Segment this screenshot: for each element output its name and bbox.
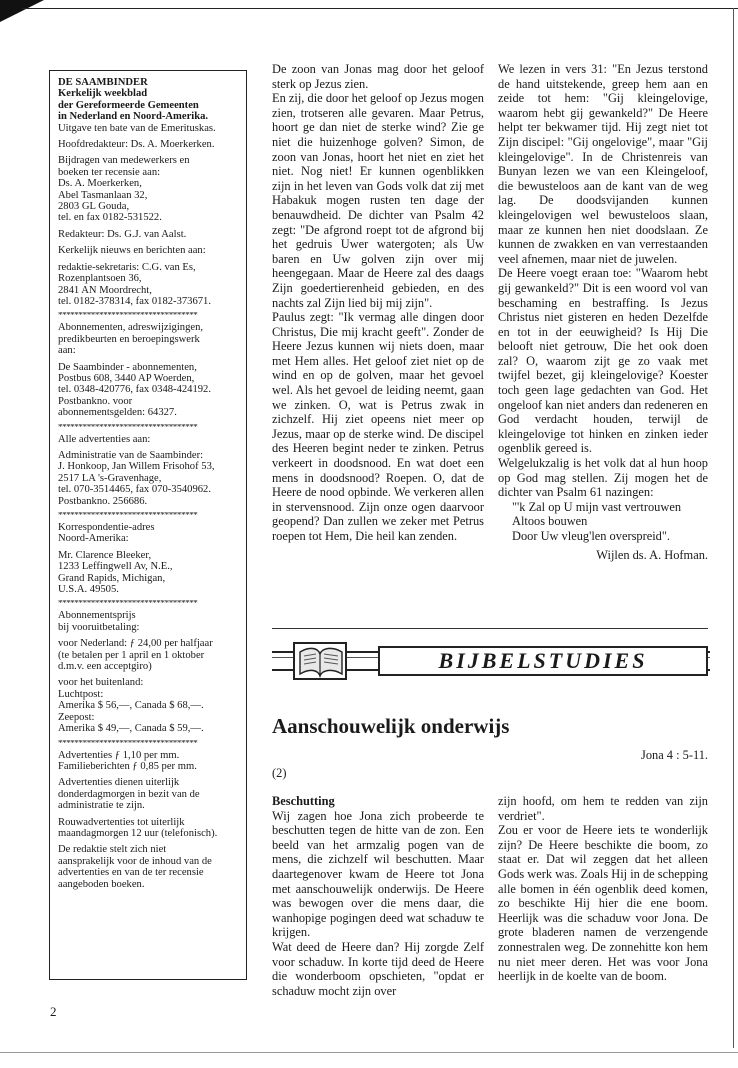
colophon-line: 2803 GL Gouda, — [58, 201, 130, 213]
colophon-line: donderdagmorgen in bezit van de — [58, 788, 200, 800]
top-rule — [22, 8, 738, 9]
colophon-paragraph — [58, 245, 238, 256]
colophon-line: aangeboden boeken. — [58, 878, 145, 890]
colophon-line: voor het buitenland: — [58, 677, 144, 689]
poem-line: "'k Zal op U mijn vast vertrouwen — [512, 499, 682, 514]
colophon-paragraph — [58, 677, 238, 734]
article-title: Aanschouwelijk onderwijs — [272, 714, 510, 738]
colophon-line: administratie te zijn. — [58, 800, 145, 812]
open-book-icon — [288, 640, 352, 682]
colophon-paragraph — [58, 155, 238, 223]
colophon-box — [49, 70, 247, 980]
colophon-line: voor Nederland: ƒ 24,00 per halfjaar — [58, 638, 213, 650]
article-paragraph: Zou er voor de Heere iets te wonderlijk zijn? De Heere beschikte die boom, zo staat er. Dat wil zeggen dat het alleen Gods werk was. Zoals Hij in de schepping alle bomen in één ogenblik deed komen, zo beschikte Hij hier die ene boom. Heerlijk was die schaduw voor Jona. De grote bladeren namen de verzengende zonnestralen weg. De zonnehitte kon hem nu niet meer deren. Het was voor Jona heerlijk in de koelte van de boom. — [498, 823, 708, 984]
banner-label: BIJBELSTUDIES — [438, 648, 648, 673]
colophon-line: advertenties en van de ter recensie — [58, 867, 204, 879]
article-paragraph: En zij, die door het geloof op Jezus mogen zien, trotseren alle gevaren. Maar Petrus, hoort ge dan niet de sterke wind? Zie ge niet die huizenhoge golven? Simon, de zoon van Jonas, hoort het niet en ziet het niet. Nog niet! Er kunnen ogenblikken zijn in het leven van Gods volk dat zij met Habakuk mogen rusten ten dage der benauwdheid. De dichter van Psalm 42 zegt: "De afgrond roept tot de afgrond bij het gedruis Uwer watergoten; als Uw baren en Uw golven zijn over mij heengegaan. Maar de Heere zal des daags Zijn goedertierenheid gebieden, en des nachts zal Zijn lied bij mij zijn". — [272, 91, 484, 310]
colophon-heading-line: Kerkelijk weekblad — [58, 88, 148, 100]
article1-column-1 — [272, 62, 484, 544]
colophon-line: Abel Tasmanlaan 32, — [58, 189, 148, 201]
colophon-paragraph — [58, 450, 238, 507]
article-paragraph: De Heere voegt eraan toe: "Waarom hebt gij gewankeld?" Dit is een woord vol van beschaming en bestraffing. Is Jezus Christus niet gisteren en heden Dezelfde en tot in der eeuwigheid? Is Hij Die belooft niet getrouw, Die het ook doen zal? O, waarom zijt ge zo vaak met twijfel bezet, gij kleingelovige? Koester toch geen lage gedachten van God. Het ongeloof kan niet anders dan redeneren en God verdacht houden, terwijl de kleingelovige tot hinken en zinken ieder ogenblik gereed is. — [498, 266, 708, 456]
author-signature: Wijlen ds. A. Hofman. — [596, 547, 708, 562]
colophon-line: Postbankno. 256686. — [58, 495, 148, 507]
colophon-line: Mr. Clarence Bleeker, — [58, 549, 152, 561]
article-paragraph: Paulus zegt: "Ik vermag alle dingen door Christus, Die mij kracht geeft". Zonder de Heere Jezus kunnen wij niets doen, maar met Hem alles. Het geloof ziet niet op de wind en op de golven, maar het gevoel wel. Als het gevoel de leiding neemt, gaan we zinken. O, wat is Petrus zwak in zichzelf. Hij ziet opeens niet meer op Jezus, maar op de sterke wind. De discipel des Heeren begint neder te zinken. Petrus verkeert in doodsnood. En wat doet een mens in doodsnood? Roepen. O, dat de Heere de nood opbinde. We verkeren allen in stervensnood. Zijn onze ogen daarvoor geopend? Dan zullen we zeker met Petrus roepen tot Hem, Die heil kan zenden. — [272, 310, 484, 543]
asterisk-separator: ********************************** — [58, 512, 198, 519]
colophon-paragraph — [58, 638, 238, 672]
colophon-line: Amerika $ 56,—, Canada $ 68,—. — [58, 700, 204, 712]
colophon-line: U.S.A. 49505. — [58, 584, 119, 596]
scripture-reference: Jona 4 : 5-11. — [641, 748, 708, 762]
colophon-line: maandagmorgen 12 uur (telefonisch). — [58, 827, 218, 839]
colophon-line: J. Honkoop, Jan Willem Frisohof 53, — [58, 461, 215, 473]
colophon-line: Advertenties dienen uiterlijk — [58, 777, 180, 789]
colophon-line: Zeepost: — [58, 711, 95, 723]
colophon-line: Ds. A. Moerkerken, — [58, 178, 142, 190]
colophon-line: Korrespondentie-adres — [58, 522, 155, 533]
colophon-heading-line: DE SAAMBINDER — [58, 77, 148, 88]
colophon-line: tel. 0348-420776, fax 0348-424192. — [58, 384, 211, 396]
part-number: (2) — [272, 766, 287, 780]
bottom-rule — [0, 1052, 738, 1053]
colophon-line: Abonnementen, adreswijzigingen, — [58, 322, 204, 334]
colophon-line: boeken ter recensie aan: — [58, 166, 161, 178]
article-paragraph: Welgelukzalig is het volk dat al hun hoop op God mag stellen. Zij mogen het de dichter van Psalm 61 nazingen: — [498, 456, 708, 500]
colophon-paragraph — [58, 610, 238, 633]
colophon-line: abonnementsgelden: 64327. — [58, 407, 177, 419]
subheading: Beschutting — [272, 794, 335, 808]
colophon-line: Administratie van de Saambinder: — [58, 449, 204, 461]
colophon-line: d.m.v. een acceptgiro) — [58, 661, 152, 673]
colophon-line: Postbus 608, 3440 AP Woerden, — [58, 372, 195, 384]
colophon-line: Abonnementsprijs — [58, 610, 136, 622]
colophon-line: Luchtpost: — [58, 688, 104, 700]
colophon-line: Bijdragen van medewerkers en — [58, 155, 190, 167]
poem-line: Door Uw vleug'len overspreid". — [512, 529, 671, 543]
colophon-line: redaktie-sekretaris: C.G. van Es, — [58, 261, 196, 273]
colophon-line: predikbeurten en beroepingswerk — [58, 333, 200, 345]
article-paragraph: zijn hoofd, om hem te redden van zijn verdriet". — [498, 794, 708, 823]
colophon-line: 2841 AN Moordrecht, — [58, 284, 152, 296]
article-paragraph: Wat deed de Heere dan? Hij zorgde Zelf voor schaduw. In korte tijd deed de Heere die wonderboom opschieten, "opdat er schaduw mocht zijn over — [272, 939, 484, 998]
colophon-line: tel. 0182-378314, fax 0182-373671. — [58, 295, 211, 307]
colophon-line: Hoofdredakteur: Ds. A. Moerkerken. — [58, 139, 215, 151]
section-divider — [272, 628, 708, 629]
colophon-line: Amerika $ 49,—, Canada $ 59,—. — [58, 723, 204, 735]
colophon-paragraph — [58, 139, 238, 150]
colophon-line: Advertenties ƒ 1,10 per mm. — [58, 749, 180, 761]
colophon-line: Rozenplantsoen 36, — [58, 273, 142, 285]
page-number: 2 — [50, 1004, 57, 1019]
asterisk-separator: ********************************** — [58, 600, 198, 608]
article-paragraph: We lezen in vers 31: "En Jezus terstond de hand uitstekende, greep hem aan en zeide tot hem: "Gij kleingelovige, waarom hebt gij gewankeld?" De Heere helpt ter bekwamer tijd. Hij zegt niet tot Zijn discipel: "Gij ongelovige", maar "Gij kleingelovige". In de Christenreis van Bunyan lezen we van een Kleingeloof, die bewusteloos aan de kant van de weg lag. De doodsvijanden kunnen kleingelovigen wel bewusteloos slaan, maar ze kunnen hen niet doodslaan. Ze kunnen de zwakken en van verrestaanden veel afnemen, maar niet de juwelen. — [498, 62, 708, 266]
colophon-line: aan: — [58, 345, 76, 357]
colophon-paragraph — [58, 750, 238, 773]
colophon-paragraph — [58, 550, 238, 596]
colophon-line: (te betalen per 1 april en 1 oktober — [58, 649, 205, 661]
asterisk-separator: ********************************** — [58, 312, 198, 320]
colophon-heading-line: in Nederland en Noord-Amerika. — [58, 111, 209, 123]
right-rule — [733, 8, 734, 1048]
colophon-line: aansprakelijk voor de inhoud van de — [58, 855, 212, 867]
colophon-paragraph — [58, 777, 238, 811]
colophon-line: De Saambinder - abonnementen, — [58, 361, 197, 373]
colophon-paragraph — [58, 522, 238, 545]
colophon-line: De redaktie stelt zich niet — [58, 844, 167, 856]
colophon-line: 2517 LA 's-Gravenhage, — [58, 472, 162, 484]
article1-column-2-body — [498, 62, 708, 500]
colophon-paragraph — [58, 322, 238, 356]
article2-column-1-body — [272, 809, 484, 999]
colophon-line: 1233 Leffingwell Av, N.E., — [58, 561, 173, 573]
colophon-paragraph — [58, 77, 238, 134]
article1-column-2 — [498, 62, 708, 562]
colophon-paragraph — [58, 817, 238, 840]
poem-line: Altoos bouwen — [512, 514, 588, 529]
colophon-line: Alle advertenties aan: — [58, 433, 151, 445]
colophon-paragraph — [58, 362, 238, 419]
corner-mark — [0, 0, 44, 22]
article2-column-2 — [498, 794, 708, 984]
colophon-line: tel. 070-3514465, fax 070-3540962. — [58, 484, 211, 496]
colophon-paragraph — [58, 844, 238, 890]
article-paragraph: De zoon van Jonas mag door het geloof sterk op Jezus zien. — [272, 62, 484, 91]
colophon-line: Noord-Amerika: — [58, 533, 129, 545]
colophon-line: Uitgave ten bate van de Emerituskas. — [58, 122, 216, 134]
colophon-paragraph — [58, 434, 238, 445]
colophon-line: Rouwadvertenties tot uiterlijk — [58, 816, 185, 828]
colophon-line: tel. en fax 0182-531522. — [58, 212, 162, 224]
section-banner — [272, 640, 710, 682]
colophon-line: Familieberichten ƒ 0,85 per mm. — [58, 760, 197, 772]
article-paragraph: Wij zagen hoe Jona zich probeerde te beschutten tegen de hitte van de zon. Een beeld van het armzalig pogen van de mens, die zichzelf wil beschutten. Maar daartegenover kwam de Heere tot Jona met aanschouwelijk onderwijs. De Heere was bewogen over die mens daar, die wanhopige pogingen deed wat schaduw te krijgen. — [272, 808, 484, 940]
colophon-heading-line: der Gereformeerde Gemeenten — [58, 99, 199, 111]
colophon-line: bij vooruitbetaling: — [58, 621, 140, 633]
colophon-line: Postbankno. voor — [58, 395, 133, 407]
colophon-line: Kerkelijk nieuws en berichten aan: — [58, 245, 206, 257]
article2-column-1 — [272, 794, 484, 998]
colophon-line: Redakteur: Ds. G.J. van Aalst. — [58, 228, 187, 240]
psalm-quote — [498, 500, 708, 544]
colophon-paragraph — [58, 229, 238, 240]
colophon-line: Grand Rapids, Michigan, — [58, 572, 166, 584]
asterisk-separator: ********************************** — [58, 423, 198, 431]
banner-label-box — [378, 646, 708, 676]
colophon-paragraph — [58, 262, 238, 308]
asterisk-separator: ********************************** — [58, 739, 198, 747]
